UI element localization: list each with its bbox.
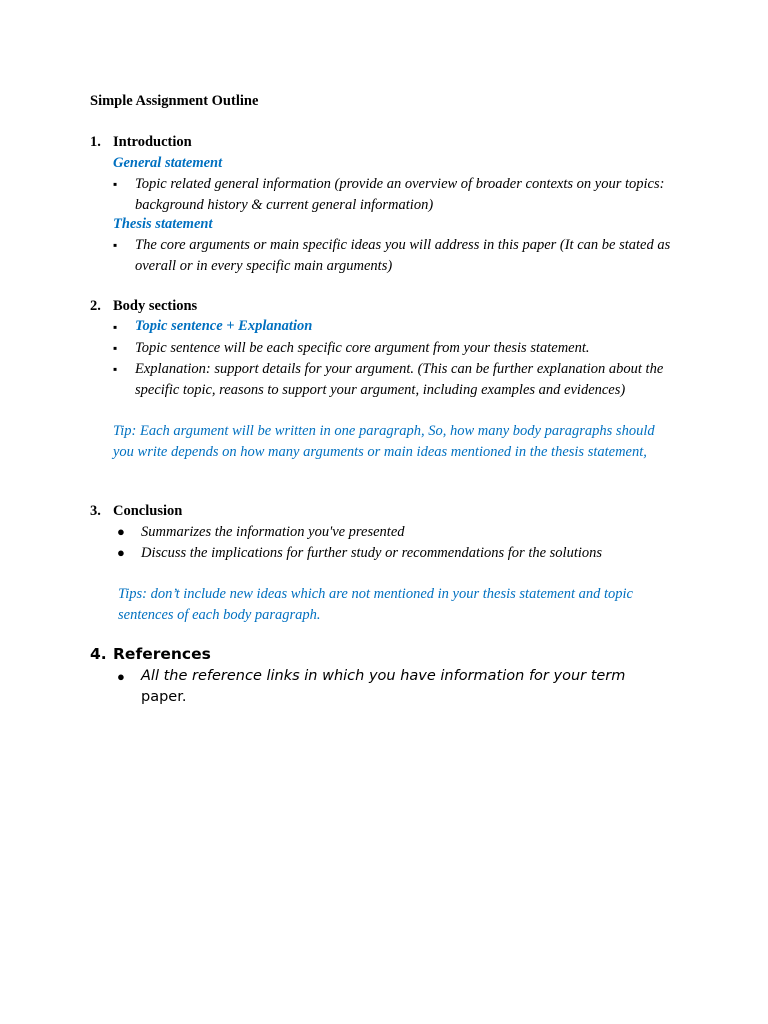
section-1-number: 1.: [90, 134, 101, 150]
list-item: Explanation: support details for your argument. (This can be further explanation about the specific topic, reasons to support your argument, including examples and evidences): [135, 361, 664, 398]
bullet-icon: ▪: [113, 362, 118, 376]
section-2-number: 2.: [90, 298, 101, 314]
topic-sentence-explanation-label: Topic sentence + Explanation: [135, 318, 313, 334]
conclusion-tip: Tips: don’t include new ideas which are not mentioned in your thesis statement and topic sentences of each body paragraph.: [118, 586, 633, 623]
bullet-icon: ▪: [113, 320, 118, 334]
bullet-icon: ▪: [113, 341, 118, 355]
bullet-icon: ●: [117, 545, 125, 560]
body-sections-tip: Tip: Each argument will be written in one paragraph, So, how many body paragraphs should you write depends on how many arguments or main ideas mentioned in the thesis statement,: [113, 423, 655, 460]
list-item: [141, 666, 681, 708]
section-3-heading: Conclusion: [113, 503, 183, 519]
section-4-number: 4.: [90, 645, 107, 663]
reference-item-text: All the reference links in which you have information for your term: [141, 668, 626, 684]
bullet-icon: ▪: [113, 238, 118, 252]
section-1-heading: Introduction: [113, 134, 192, 150]
section-3-number: 3.: [90, 503, 101, 519]
list-item: Discuss the implications for further study or recommendations for the solutions: [141, 545, 603, 561]
section-4-heading: References: [113, 645, 211, 663]
document-title: Simple Assignment Outline: [90, 93, 259, 109]
reference-item-end: paper.: [141, 689, 187, 705]
list-item: Topic related general information (provide an overview of broader contexts on your topics: background history & current general information): [135, 176, 665, 213]
bullet-icon: ●: [117, 669, 125, 684]
bullet-icon: ▪: [113, 177, 118, 191]
bullet-icon: ●: [117, 524, 125, 539]
list-item: Summarizes the information you've presented: [141, 524, 405, 540]
list-item: Topic sentence will be each specific core argument from your thesis statement.: [135, 340, 590, 356]
subheading-general-statement: General statement: [113, 155, 223, 171]
subheading-thesis-statement: Thesis statement: [113, 216, 213, 232]
list-item: The core arguments or main specific ideas you will address in this paper (It can be stated as overall or in every specific main arguments): [135, 237, 671, 274]
section-2-heading: Body sections: [113, 298, 198, 314]
